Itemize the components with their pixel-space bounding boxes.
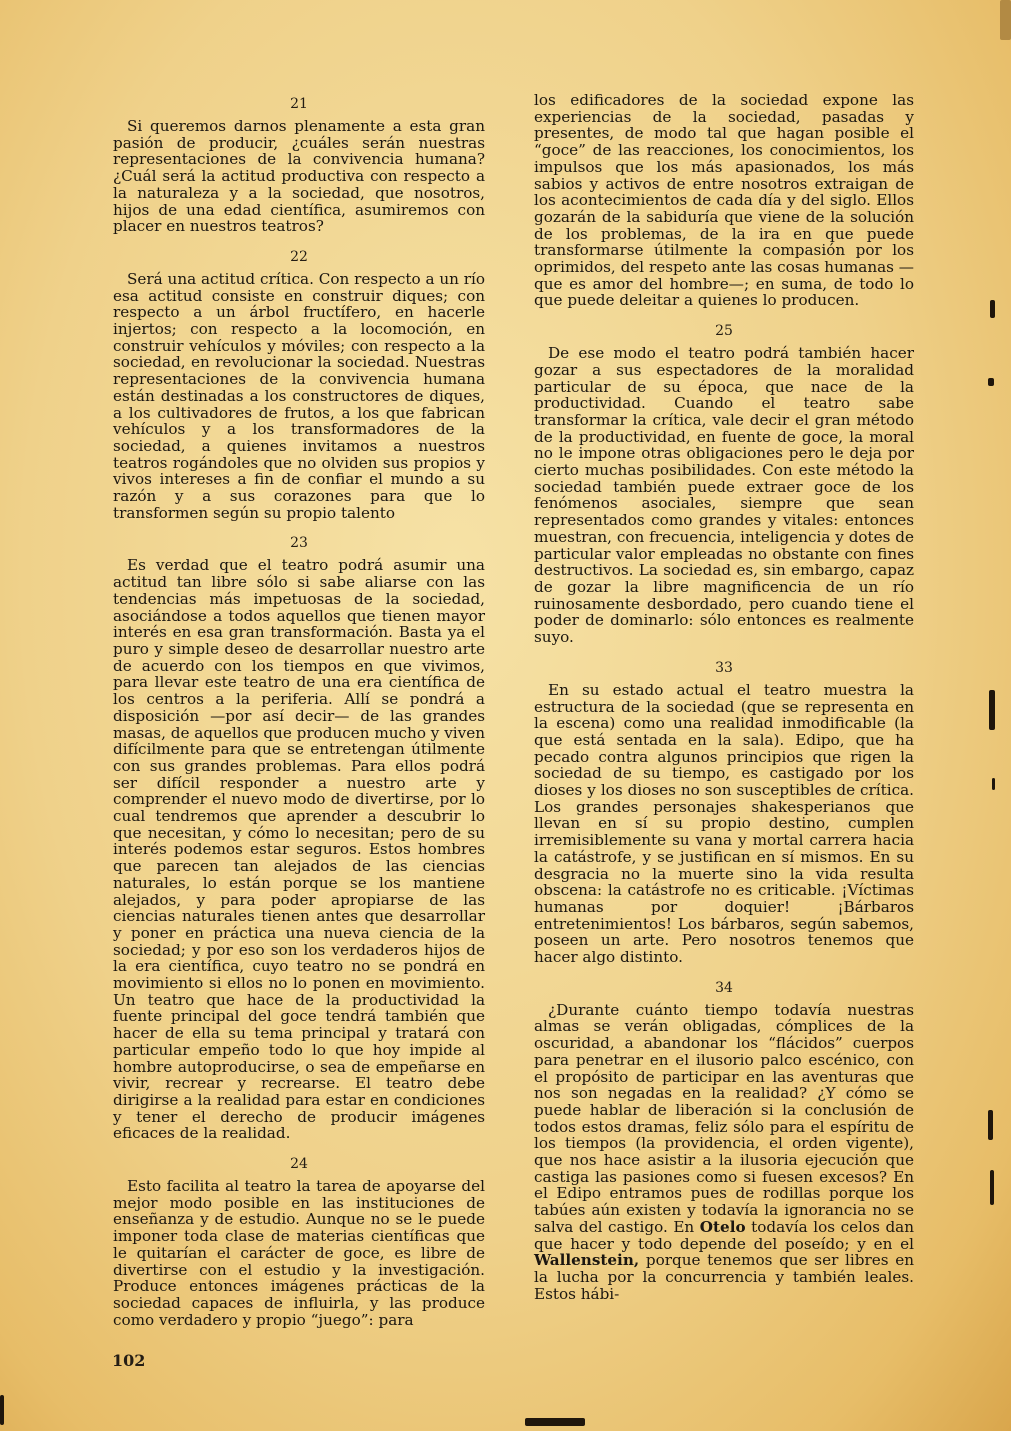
play-title-wallenstein: Wallenstein, xyxy=(534,1251,640,1270)
section-number: 23 xyxy=(290,535,308,552)
section-number: 25 xyxy=(715,323,733,340)
paragraph: Será una actitud crítica. Con respecto a un río esa actitud consiste en construir diques; con respecto a un árbol fructífero, en hacerle injertos; con respecto a la locomoción, en construir vehículos y móviles; con respecto a la sociedad, en revolucionar la sociedad. Nuestras representaciones de la convivencia humana están destinadas a los constructores de diques, a los cultivadores de frutos, a los que fabrican vehículos y a los transformadores de la sociedad, a quienes invitamos a nuestros teatros rogándoles que no olviden sus propios y vivos intereses a fin de confiar el mundo a su razón y a sus corazones para que lo transformen según su propio talento xyxy=(113,269,485,522)
play-title-otelo: Otelo xyxy=(699,1217,746,1236)
margin-mark xyxy=(988,378,994,386)
margin-mark xyxy=(990,1170,994,1205)
margin-mark xyxy=(992,778,995,790)
section-number: 24 xyxy=(290,1156,308,1173)
left-column xyxy=(113,92,485,1342)
paragraph: Es verdad que el teatro podrá asumir una actitud tan libre sólo si sabe aliarse con las tendencias más impetuosas de la sociedad, asociándose a todos aquellos que tienen mayor interés en esa gran transformación. Basta ya el puro y simple deseo de desarrollar nuestro arte de acuerdo con los tiempos en que vivimos, para llevar este teatro de una era científica de los centros a la periferia. Allí se pondrá a disposición —por así decir— de las grandes masas, de aquellos que producen mucho y viven difícilmente para que se entretengan útilmente con sus grandes problemas. Para ellos podrá ser difícil responder a nuestro arte y comprender el nuevo modo de divertirse, por lo cual tendremos que aprender a descubrir lo que necesitan, y cómo lo necesitan; pero de su interés podemos estar seguros. Estos hombres que parecen tan alejados de las ciencias naturales, lo están porque se los mantiene alejados, y para poder apropiarse de las ciencias naturales tienen antes que desarrollar y poner en práctica una nueva ciencia de la sociedad; y por eso son los verdaderos hijos de la era científica, cuyo teatro no se pondrá en movimiento si ellos no lo ponen en movimiento. Un teatro que hace de la productividad la fuente principal del goce tendrá también que hacer de ella su tema principal y tratará con particular empeño todo lo que hoy impide al hombre autoproducirse, o sea de empeñarse en vivir, recrear y recrearse. El teatro debe dirigirse a la realidad para estar en condiciones y tener el derecho de producir imágenes eficaces de la realidad. xyxy=(113,556,486,1143)
paragraph-text: todavía los celos dan que hacer y todo depende del poseído; y en el xyxy=(534,1217,915,1253)
section-number: 22 xyxy=(290,248,308,265)
page-number: 102 xyxy=(112,1351,146,1370)
margin-mark xyxy=(1000,0,1011,40)
margin-mark xyxy=(525,1418,585,1426)
paragraph-text: porque tenemos que ser libres en la lucha por la concurrencia y también leales. Estos hábi- xyxy=(534,1251,914,1303)
paragraph: En su estado actual el teatro muestra la estructura de la sociedad (que se representa en la escena) como una realidad inmodificable (la que está sentada en la sala). Edipo, que ha pecado contra algunos principios que rigen la sociedad de su tiempo, es castigado por los dioses y los dioses no son susceptibles de crítica. Los grandes personajes shakesperianos que llevan en sí su propio destino, cumplen irremisiblemente su vana y mortal carrera hacia la catástrofe, y se justifican en sí mismos. En su desgracia no la muerte sino la vida resulta obscena: la catástrofe no es criticable. ¡Víctimas humanas por doquier! ¡Bárbaros entretenimientos! Los bárbaros, según sabemos, poseen un arte. Pero nosotros tenemos que hacer algo distinto. xyxy=(534,680,914,967)
paragraph-text: ¿Durante cuánto tiempo todavía nuestras almas se verán obligadas, cómplices de la oscuridad, a abandonar los “flácidos” cuerpos para penetrar en el ilusorio palco escénico, con el propósito de participar en las aventuras que nos son negadas en la realidad? ¿Y cómo se puede hablar de liberación si la conclusión de todos estos dramas, feliz sólo para el espíritu de los tiempos (la providencia, el orden vigente), que nos hace asistir a la ilusoria ejecución que castiga las pasiones como si fuesen excesos? En el Edipo entramos pues de rodillas porque los tabúes aún existen y todavía la ignorancia no se salva del castigo. En xyxy=(534,1000,914,1236)
margin-mark xyxy=(0,1395,4,1425)
section-number: 33 xyxy=(715,659,733,676)
margin-mark xyxy=(990,300,995,318)
section-number: 34 xyxy=(715,979,733,996)
paragraph: Esto facilita al teatro la tarea de apoyarse del mejor modo posible en las instituciones de enseñanza y de estudio. Aunque no se le puede imponer toda clase de materias científicas que le quitarían el carácter de goce, es libre de divertirse con el estudio y la investigación. Produce entonces imágenes prácticas de la sociedad capaces de influirla, y las produce como verdadero y propio “juego”: para xyxy=(113,1177,485,1329)
margin-mark xyxy=(988,1110,993,1140)
section-number: 21 xyxy=(290,96,308,112)
paragraph: De ese modo el teatro podrá también hacer gozar a sus espectadores de la moralidad particular de su época, que nace de la productividad. Cuando el teatro sabe transformar la crítica, vale decir el gran método de la productividad, en fuente de goce, la moral no le impone otras obligaciones pero le deja por cierto muchas posibilidades. Con este método la sociedad también puede extraer goce de los fenómenos asociales, siempre que sean representados como grandes y vitales: entonces muestran, con frecuencia, inteligencia y dotes de particular valor empleadas no obstante con fines destructivos. La sociedad es, sin embargo, capaz de gozar la libre magnificencia de un río ruinosamente desbordado, pero cuando tiene el poder de dominarlo: sólo entonces es realmente suyo. xyxy=(534,344,914,647)
paragraph xyxy=(534,1002,914,1303)
margin-mark xyxy=(989,690,995,730)
right-column xyxy=(534,92,914,1316)
paragraph-continued: los edificadores de la sociedad expone las experiencias de la sociedad, pasadas y presentes, de modo tal que hagan posible el “goce” de las reacciones, los conocimientos, los impulsos que los más apasionados, los más sabios y activos de entre nosotros extraigan de los acontecimientos de cada día y del siglo. Ellos gozarán de la sabiduría que viene de la solución de los problemas, de la ira en que puede transformarse útilmente la compasión por los oprimidos, del respeto ante las cosas humanas —que es amor del hombre—; en suma, de todo lo que puede deleitar a quienes lo producen. xyxy=(534,91,914,310)
paragraph: Si queremos darnos plenamente a esta gran pasión de producir, ¿cuáles serán nuestras representaciones de la convivencia humana? ¿Cuál será la actitud productiva con respecto a la naturaleza y a la sociedad, que nosotros, hijos de una edad científica, asumiremos con placer en nuestros teatros? xyxy=(113,117,485,236)
